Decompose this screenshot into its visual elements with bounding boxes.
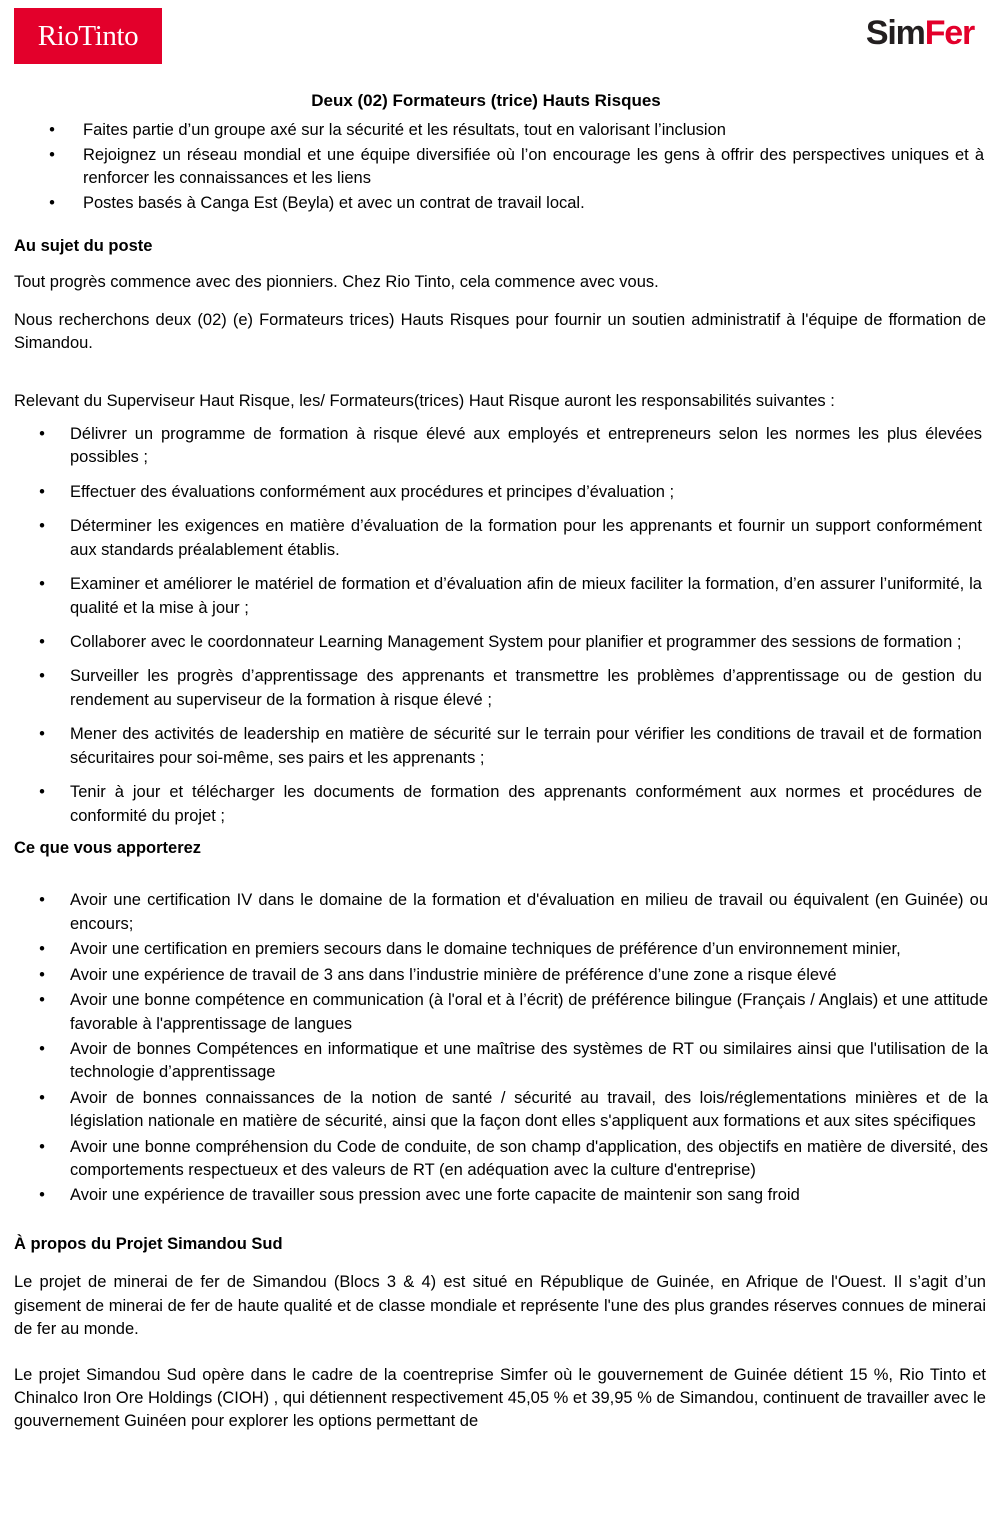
- document-header: [0, 0, 1000, 72]
- list-item-text: Faites partie d’un groupe axé sur la sécurité et les résultats, tout en valorisant l’inclusion: [83, 121, 726, 140]
- list-item-text: Avoir une bonne compétence en communication (à l'oral et à l’écrit) de préférence bilingue (Français / Anglais) et une attitude favorable à l'apprentissage de langues: [70, 991, 988, 1033]
- list-item-text: Avoir de bonnes connaissances de la notion de santé / sécurité au travail, des lois/réglementations minières et de la législation nationale en matière de sécurité, ainsi que la façon dont elles s'appliquent aux formations et aux sites spécifiques: [70, 1088, 988, 1131]
- list-item: [0, 889, 988, 936]
- list-item-text: Avoir une certification IV dans le domaine de la formation et d'évaluation en milieu de travail ou équivalent (en Guinée) ou encours;: [70, 891, 988, 933]
- list-item-text: Avoir de bonnes Compétences en informatique et une maîtrise des systèmes de RT ou similaires ainsi que l'utilisation de la technologie d’apprentissage: [70, 1039, 988, 1082]
- list-item-text: Rejoignez un réseau mondial et une équipe diversifiée où l’on encourage les gens à offrir des perspectives uniques et à renforcer les connaissances et les liens: [83, 145, 984, 188]
- bullet-icon: •: [39, 991, 45, 1010]
- list-item: [0, 723, 982, 770]
- section-heading-a-propos-du-projet: À propos du Projet Simandou Sud: [14, 1234, 283, 1253]
- list-item: [0, 631, 982, 654]
- list-item: [0, 781, 982, 828]
- simfer-logo-sim-text: Sim: [865, 14, 925, 52]
- list-item: [0, 515, 982, 562]
- bullet-icon: •: [39, 633, 45, 652]
- bullet-icon: •: [39, 517, 45, 536]
- list-item-text: Surveiller les progrès d’apprentissage des apprenants et transmettre les problèmes d’apprentissage ou de gestion du rendement au superviseur de la formation à risque élevé ;: [70, 667, 982, 709]
- simfer-logo: [866, 16, 974, 50]
- list-item: [0, 144, 984, 191]
- list-item-text: Déterminer les exigences en matière d’évaluation de la formation pour les apprenants et fournir un support conformément aux standards préalablement établis.: [70, 517, 982, 559]
- bullet-icon: •: [39, 482, 45, 501]
- list-item-text: Avoir une expérience de travailler sous pression avec une forte capacite de maintenir son sang froid: [70, 1186, 800, 1205]
- riotinto-logo: [14, 8, 162, 64]
- bullet-icon: •: [39, 725, 45, 744]
- section-heading-ce-que-vous-apporterez: Ce que vous apporterez: [14, 838, 202, 857]
- list-item-text: Tenir à jour et télécharger les documents de formation des apprenants conformément aux normes et procédures de conformité du projet ;: [70, 783, 982, 825]
- bullet-icon: •: [49, 145, 55, 164]
- list-item: [0, 964, 988, 987]
- section-paragraph: Tout progrès commence avec des pionniers. Chez Rio Tinto, cela commence avec vous.: [14, 273, 659, 292]
- list-item-text: Examiner et améliorer le matériel de formation et d’évaluation afin de mieux faciliter la formation, d’en assurer l’uniformité, la qualité et la mise à jour ;: [70, 575, 982, 617]
- list-item: [0, 573, 982, 620]
- bullet-icon: •: [39, 1039, 45, 1058]
- intro-bullet-list: [0, 119, 984, 215]
- list-item: [0, 1038, 988, 1085]
- riotinto-logo-text: RioTinto: [37, 19, 139, 52]
- list-item-text: Avoir une expérience de travail de 3 ans dans l’industrie minière de préférence d’une zone a risque élevé: [70, 965, 837, 984]
- list-item: [0, 1136, 988, 1183]
- bullet-icon: •: [49, 193, 55, 212]
- list-item: [0, 989, 988, 1036]
- list-item: [0, 665, 982, 712]
- responsibilities-bullet-list: [0, 423, 982, 828]
- bullet-icon: •: [49, 121, 55, 140]
- bullet-icon: •: [39, 891, 45, 910]
- section-paragraph: Le projet Simandou Sud opère dans le cadre de la coentreprise Simfer où le gouvernement de Guinée détient 15 %, Rio Tinto et Chinalco Iron Ore Holdings (CIOH) , qui détiennent respectivement 45,05 % et 39,95 % de Simandou, continuent de travailler avec le gouvernement Guinéen pour explorer les options permettant de: [14, 1365, 986, 1431]
- list-item-text: Mener des activités de leadership en matière de sécurité sur le terrain pour vérifier les conditions de travail et de formation sécuritaires pour soi-même, ses pairs et les apprenants ;: [70, 725, 982, 767]
- responsibilities-lead-in: Relevant du Superviseur Haut Risque, les/ Formateurs(trices) Haut Risque auront les responsabilités suivantes :: [14, 391, 835, 410]
- section-paragraph: Le projet de minerai de fer de Simandou (Blocs 3 & 4) est situé en République de Guinée, en Afrique de l'Ouest. Il s’agit d’un gisement de minerai de fer de haute qualité et de classe mondiale et représente l'une des plus grandes réserves connues de minerai de fer au monde.: [14, 1273, 986, 1339]
- bullet-icon: •: [39, 1137, 45, 1156]
- list-item-text: Collaborer avec le coordonnateur Learning Management System pour planifier et programmer des sessions de formation ;: [70, 633, 962, 652]
- list-item-text: Effectuer des évaluations conformément aux procédures et principes d’évaluation ;: [70, 482, 675, 501]
- bullet-icon: •: [39, 1186, 45, 1205]
- list-item-text: Postes basés à Canga Est (Beyla) et avec un contrat de travail local.: [83, 193, 585, 212]
- list-item: [0, 423, 982, 470]
- page-title: Deux (02) Formateurs (trice) Hauts Risques: [311, 91, 661, 110]
- list-item: [0, 938, 988, 961]
- bullet-icon: •: [39, 965, 45, 984]
- section-heading-au-sujet-du-poste: Au sujet du poste: [14, 236, 153, 255]
- section-paragraph: Nous recherchons deux (02) (e) Formateurs trices) Hauts Risques pour fournir un soutien administratif à l'équipe de fformation de Simandou.: [14, 310, 986, 353]
- bullet-icon: •: [39, 1088, 45, 1107]
- list-item-text: Délivrer un programme de formation à risque élevé aux employés et entrepreneurs selon les normes les plus élevées possibles ;: [70, 425, 982, 467]
- list-item-text: Avoir une bonne compréhension du Code de conduite, de son champ d'application, des objectifs en matière de diversité, des comportements respectueux et des valeurs de RT (en adéquation avec la culture d'entreprise): [70, 1137, 988, 1180]
- list-item: [0, 119, 984, 142]
- bullet-icon: •: [39, 783, 45, 802]
- list-item: [0, 481, 982, 504]
- bullet-icon: •: [39, 940, 45, 959]
- bullet-icon: •: [39, 425, 45, 444]
- simfer-logo-fer-text: Fer: [924, 14, 974, 52]
- list-item: [0, 192, 984, 215]
- list-item-text: Avoir une certification en premiers secours dans le domaine techniques de préférence d’un environnement minier,: [70, 940, 901, 959]
- bullet-icon: •: [39, 667, 45, 686]
- list-item: [0, 1184, 988, 1207]
- list-item: [0, 1087, 988, 1134]
- requirements-bullet-list: [0, 889, 988, 1207]
- bullet-icon: •: [39, 575, 45, 594]
